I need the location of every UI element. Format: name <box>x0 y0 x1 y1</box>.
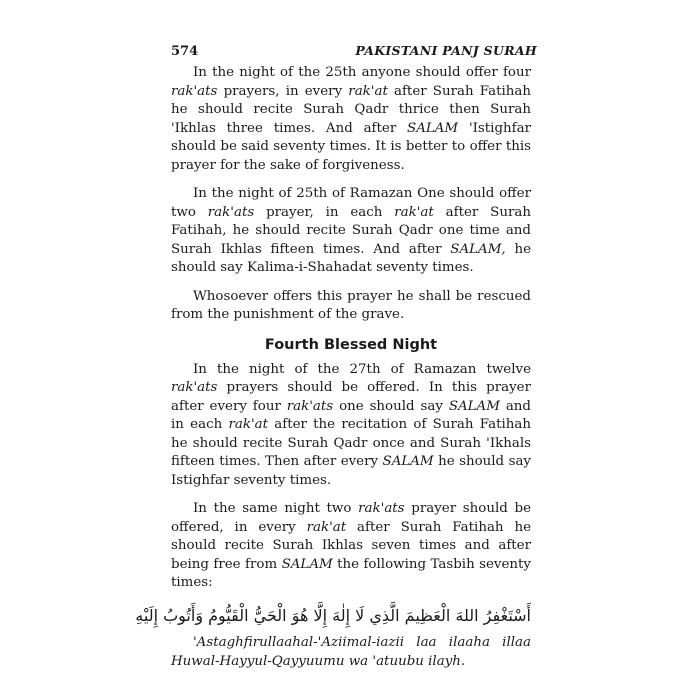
italic-term: rak'at <box>348 83 388 99</box>
text-run: prayer, in each <box>254 204 395 220</box>
running-title: PAKISTANI PANJ SURAH <box>355 43 537 58</box>
text-run: the following Tasbih seventy times: <box>171 556 531 590</box>
text-run: Whosoever offers this prayer he shall be rescued from the punishment of the grave. <box>171 288 531 322</box>
text-run: and in each <box>171 398 532 432</box>
section-27th-night <box>150 361 540 593</box>
italic-term: rak'at <box>306 519 347 535</box>
text-run: prayers should be offered. In this prayer after every four <box>171 380 531 414</box>
italic-term: rak'at <box>228 417 268 432</box>
italic-term: SALAM <box>448 398 500 414</box>
text-run: prayer should be offered, in every <box>171 501 531 535</box>
arabic-tasbih: أَسْتَغْفِرُ اللهَ الْعَظِيمَ الَّذِي لَا إِلٰهَ إِلَّا هُوَ الْحَيُّ الْقَيُّومُ وَأَتُوبُ إِلَيْهِ <box>135 605 531 625</box>
text-run: prayers, in every <box>217 83 349 99</box>
italic-term: SALAM, <box>450 241 506 257</box>
text-run: after Surah Fatihah he should recite Surah Ikhlas seven times and after being free from <box>171 519 531 572</box>
paragraph <box>171 288 531 325</box>
italic-term: rak'at <box>394 204 434 220</box>
text-run: In the same night two <box>193 501 359 516</box>
text-run: he should say Istighfar seventy times. <box>171 454 531 488</box>
section-25th-night <box>150 64 540 325</box>
text-run: In the night of 25th of Ramazan One should offer two <box>171 186 531 220</box>
text-run: he should say Kalima-i-Shahadat seventy times. <box>171 241 531 275</box>
italic-term: rak'ats <box>207 204 255 220</box>
text-run: after the recitation of Surah Fatihah he should recite Surah Qadr once and Surah 'Ikhals fifteen times. Then after every <box>171 417 531 469</box>
paragraph <box>171 500 531 593</box>
book-page <box>135 42 540 669</box>
transliteration: 'Astaghfirullaahal-'Aziimal-iazii laa ilaaha illaa Huwal-Hayyul-Qayyuumu wa 'atuubu ilayh. <box>171 634 531 669</box>
paragraph <box>171 64 531 175</box>
italic-term: rak'ats <box>171 83 218 99</box>
paragraph <box>171 361 531 491</box>
page-header <box>171 42 537 64</box>
text-run: after Surah Fatihah he should recite Surah Qadr thrice then Surah 'Ikhlas three times. And after <box>171 83 532 136</box>
section-heading: Fourth Blessed Night <box>264 336 438 353</box>
italic-term: SALAM <box>382 454 434 469</box>
text-run: In the night of the 25th anyone should offer four <box>193 65 531 80</box>
text-run: after Surah Fatihah, he should recite Surah Qadr one time and Surah Ikhlas fifteen times. And after <box>171 204 531 257</box>
text-run: 'Istighfar should be said seventy times. It is better to offer this prayer for the sake of forgiveness. <box>171 120 531 173</box>
italic-term: rak'ats <box>171 380 218 395</box>
italic-term: SALAM <box>281 556 333 572</box>
italic-term: rak'ats <box>286 398 334 414</box>
text-run: one should say <box>333 398 449 414</box>
italic-term: SALAM <box>407 120 459 136</box>
page-number: 574 <box>171 44 199 59</box>
italic-term: rak'ats <box>358 501 405 516</box>
paragraph <box>171 185 531 278</box>
text-run: In the night of the 27th of Ramazan twelve <box>193 361 531 377</box>
